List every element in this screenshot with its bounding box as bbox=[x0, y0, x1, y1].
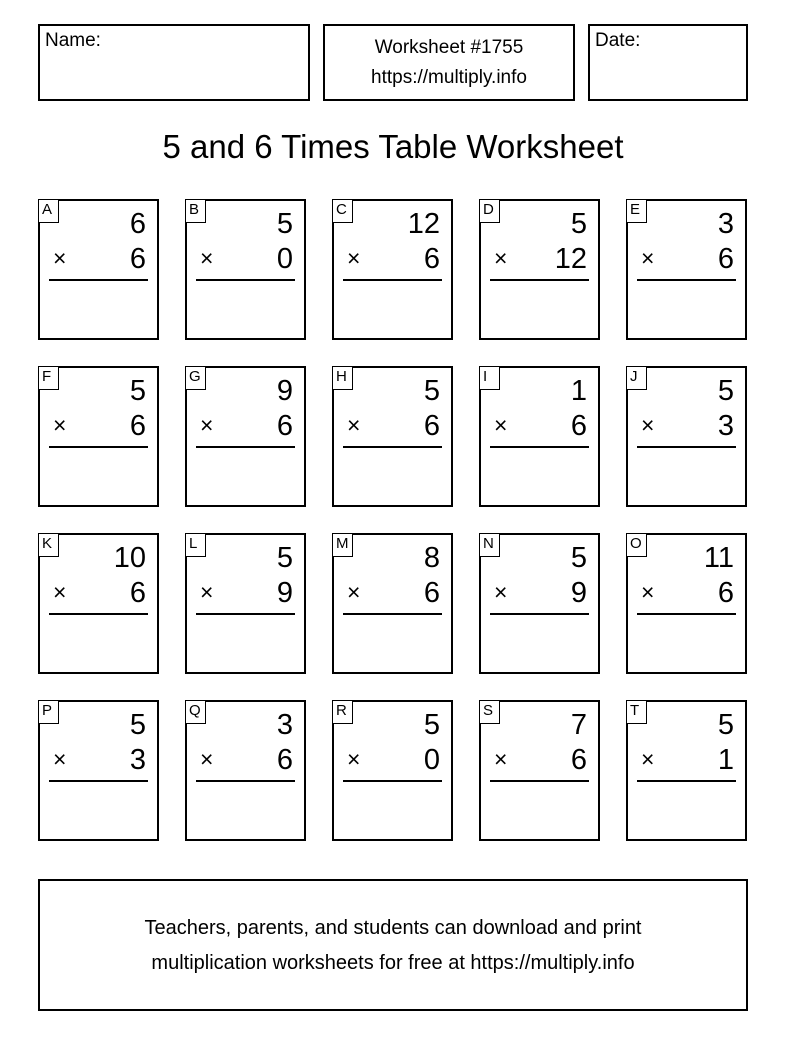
answer-line bbox=[490, 446, 589, 448]
worksheet-info-box bbox=[323, 24, 575, 101]
problem-letter: O bbox=[626, 533, 647, 557]
problem-card[interactable] bbox=[185, 199, 306, 340]
problem-letter: A bbox=[38, 199, 59, 223]
problem-letter: E bbox=[626, 199, 647, 223]
problem-multiplier: 6 bbox=[423, 243, 440, 275]
problem-letter: M bbox=[332, 533, 353, 557]
problem-card[interactable] bbox=[38, 366, 159, 507]
multiply-sign-icon: × bbox=[347, 245, 361, 271]
footer-line-1: Teachers, parents, and students can download and print bbox=[144, 917, 642, 939]
problem-multiplicand: 5 bbox=[129, 709, 146, 741]
problem-multiplier: 9 bbox=[570, 577, 587, 609]
footer-box bbox=[38, 879, 748, 1011]
problem-letter: F bbox=[38, 366, 59, 390]
problem-card[interactable] bbox=[185, 533, 306, 674]
problem-multiplicand: 3 bbox=[276, 709, 293, 741]
answer-line bbox=[343, 279, 442, 281]
problem-multiplicand: 7 bbox=[570, 709, 587, 741]
answer-line bbox=[637, 613, 736, 615]
problem-multiplier: 6 bbox=[423, 577, 440, 609]
problem-multiplicand: 5 bbox=[423, 709, 440, 741]
problem-multiplicand: 9 bbox=[276, 375, 293, 407]
problem-card[interactable] bbox=[626, 199, 747, 340]
answer-line bbox=[637, 279, 736, 281]
multiply-sign-icon: × bbox=[53, 245, 67, 271]
problem-multiplier: 3 bbox=[717, 410, 734, 442]
problem-letter: L bbox=[185, 533, 206, 557]
problem-card[interactable] bbox=[626, 366, 747, 507]
multiply-sign-icon: × bbox=[641, 579, 655, 605]
problem-card[interactable] bbox=[479, 533, 600, 674]
problem-multiplicand: 5 bbox=[423, 375, 440, 407]
problem-multiplicand: 5 bbox=[717, 375, 734, 407]
problem-multiplicand: 5 bbox=[276, 542, 293, 574]
multiply-sign-icon: × bbox=[494, 579, 508, 605]
problem-card[interactable] bbox=[38, 700, 159, 841]
problem-multiplier: 3 bbox=[129, 744, 146, 776]
problem-letter: P bbox=[38, 700, 59, 724]
problem-letter: N bbox=[479, 533, 500, 557]
answer-line bbox=[49, 613, 148, 615]
multiply-sign-icon: × bbox=[53, 579, 67, 605]
name-field-box[interactable] bbox=[38, 24, 310, 101]
worksheet-website: https://multiply.info bbox=[371, 67, 527, 88]
problem-letter: D bbox=[479, 199, 500, 223]
problem-card[interactable] bbox=[479, 199, 600, 340]
problem-letter: B bbox=[185, 199, 206, 223]
problem-letter: C bbox=[332, 199, 353, 223]
problem-letter: K bbox=[38, 533, 59, 557]
problem-card[interactable] bbox=[626, 533, 747, 674]
problem-multiplicand: 6 bbox=[129, 208, 146, 240]
problem-multiplicand: 11 bbox=[703, 542, 734, 574]
multiply-sign-icon: × bbox=[494, 746, 508, 772]
answer-line bbox=[49, 279, 148, 281]
problem-multiplicand: 8 bbox=[423, 542, 440, 574]
problem-multiplier: 9 bbox=[276, 577, 293, 609]
page-title: 5 and 6 Times Table Worksheet bbox=[162, 128, 624, 165]
answer-line bbox=[343, 446, 442, 448]
date-label: Date: bbox=[595, 30, 641, 51]
problem-multiplier: 6 bbox=[423, 410, 440, 442]
multiply-sign-icon: × bbox=[53, 412, 67, 438]
problem-multiplier: 1 bbox=[717, 744, 734, 776]
multiply-sign-icon: × bbox=[347, 412, 361, 438]
multiply-sign-icon: × bbox=[494, 245, 508, 271]
problem-card[interactable] bbox=[332, 366, 453, 507]
problem-card[interactable] bbox=[332, 533, 453, 674]
problem-multiplier: 6 bbox=[129, 410, 146, 442]
answer-line bbox=[343, 780, 442, 782]
problem-card[interactable] bbox=[479, 366, 600, 507]
problem-multiplicand: 1 bbox=[570, 375, 587, 407]
answer-line bbox=[196, 446, 295, 448]
problem-letter: G bbox=[185, 366, 206, 390]
answer-line bbox=[196, 279, 295, 281]
multiply-sign-icon: × bbox=[641, 412, 655, 438]
answer-line bbox=[490, 780, 589, 782]
problem-card[interactable] bbox=[38, 533, 159, 674]
problem-multiplier: 6 bbox=[129, 577, 146, 609]
problem-card[interactable] bbox=[626, 700, 747, 841]
problem-multiplicand: 5 bbox=[717, 709, 734, 741]
answer-line bbox=[490, 613, 589, 615]
answer-line bbox=[196, 780, 295, 782]
problem-card[interactable] bbox=[185, 366, 306, 507]
problem-multiplier: 12 bbox=[554, 243, 587, 275]
answer-line bbox=[49, 780, 148, 782]
multiply-sign-icon: × bbox=[641, 746, 655, 772]
multiply-sign-icon: × bbox=[347, 746, 361, 772]
problem-multiplicand: 10 bbox=[113, 542, 146, 574]
problem-card[interactable] bbox=[185, 700, 306, 841]
problem-letter: H bbox=[332, 366, 353, 390]
multiply-sign-icon: × bbox=[200, 746, 214, 772]
problem-multiplier: 6 bbox=[276, 744, 293, 776]
multiply-sign-icon: × bbox=[200, 579, 214, 605]
answer-line bbox=[490, 279, 589, 281]
answer-line bbox=[637, 780, 736, 782]
problem-letter: J bbox=[626, 366, 647, 390]
problem-multiplicand: 5 bbox=[276, 208, 293, 240]
multiply-sign-icon: × bbox=[641, 245, 655, 271]
problem-multiplicand: 12 bbox=[407, 208, 440, 240]
problem-multiplier: 6 bbox=[717, 577, 734, 609]
answer-line bbox=[49, 446, 148, 448]
problem-letter: S bbox=[479, 700, 500, 724]
problem-multiplier: 6 bbox=[276, 410, 293, 442]
problem-multiplicand: 5 bbox=[570, 208, 587, 240]
answer-line bbox=[637, 446, 736, 448]
multiply-sign-icon: × bbox=[494, 412, 508, 438]
footer-line-2: multiplication worksheets for free at https://multiply.info bbox=[151, 952, 635, 974]
problem-multiplicand: 5 bbox=[570, 542, 587, 574]
problem-card[interactable] bbox=[479, 700, 600, 841]
answer-line bbox=[343, 613, 442, 615]
problem-letter: Q bbox=[185, 700, 206, 724]
worksheet-number: Worksheet #1755 bbox=[374, 37, 524, 58]
problem-multiplier: 0 bbox=[276, 243, 293, 275]
problem-card[interactable] bbox=[332, 199, 453, 340]
problem-card[interactable] bbox=[38, 199, 159, 340]
problem-letter: I bbox=[479, 366, 500, 390]
multiply-sign-icon: × bbox=[347, 579, 361, 605]
problem-multiplier: 6 bbox=[570, 410, 587, 442]
date-field-box[interactable] bbox=[588, 24, 748, 101]
problem-multiplier: 6 bbox=[570, 744, 587, 776]
problem-letter: R bbox=[332, 700, 353, 724]
problem-multiplier: 0 bbox=[423, 744, 440, 776]
name-label: Name: bbox=[45, 30, 101, 51]
problem-multiplicand: 5 bbox=[129, 375, 146, 407]
multiply-sign-icon: × bbox=[200, 245, 214, 271]
problem-multiplier: 6 bbox=[129, 243, 146, 275]
multiply-sign-icon: × bbox=[53, 746, 67, 772]
multiply-sign-icon: × bbox=[200, 412, 214, 438]
answer-line bbox=[196, 613, 295, 615]
problem-letter: T bbox=[626, 700, 647, 724]
problem-multiplicand: 3 bbox=[717, 208, 734, 240]
problem-card[interactable] bbox=[332, 700, 453, 841]
problem-multiplier: 6 bbox=[717, 243, 734, 275]
